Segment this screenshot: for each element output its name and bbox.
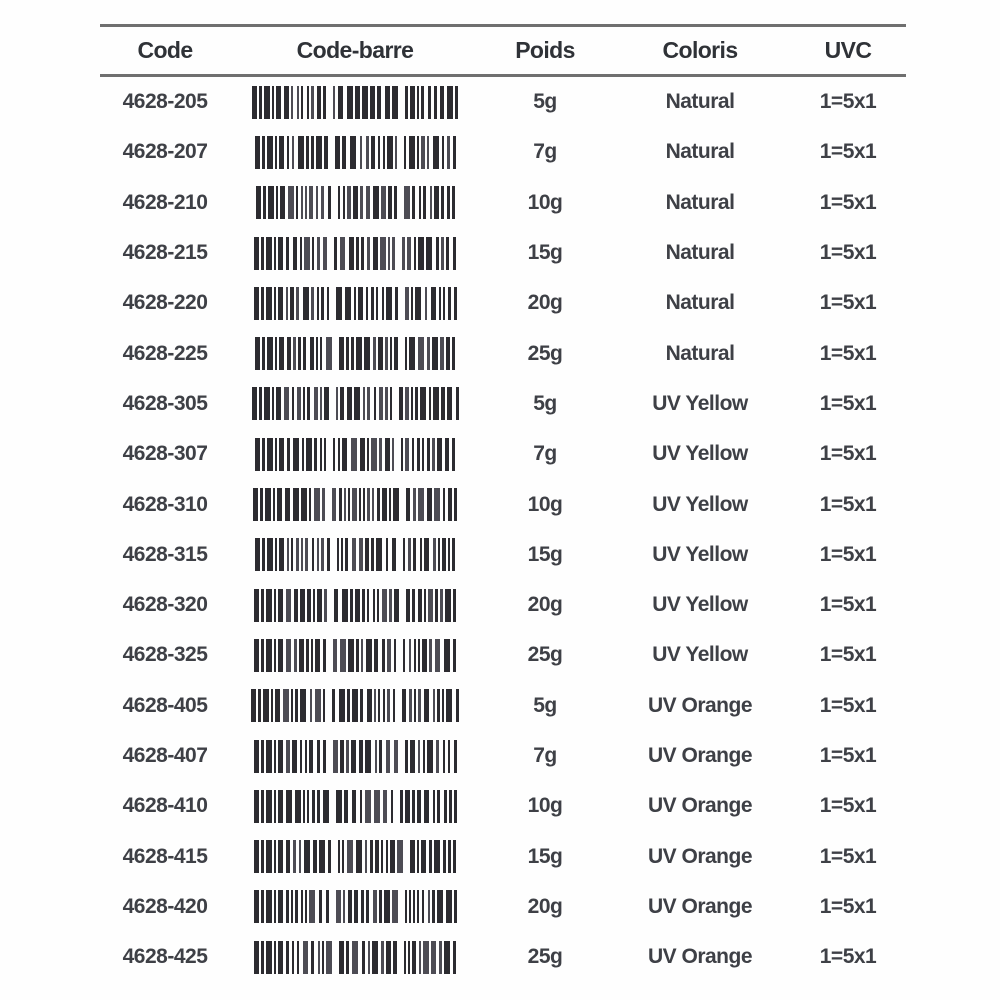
table-row [100, 479, 906, 529]
code-cell: 4628-407 [122, 744, 208, 767]
coloris-cell: UV Yellow [652, 391, 748, 415]
poids-cell: 20g [527, 593, 563, 617]
table-row [100, 882, 906, 932]
uvc-cell: 1=5x1 [819, 341, 877, 365]
table-row [100, 278, 906, 328]
coloris-cell: UV Yellow [652, 593, 748, 617]
uvc-cell: 1=5x1 [819, 391, 877, 415]
coloris-cell: UV Orange [647, 744, 753, 767]
code-cell: 4628-220 [122, 291, 208, 315]
barcode-cell [230, 740, 480, 773]
uvc-cell: 1=5x1 [819, 643, 877, 667]
uvc-cell: 1=5x1 [819, 542, 877, 566]
barcode-image [256, 186, 455, 219]
barcode-image [251, 689, 459, 722]
barcode-cell [230, 86, 480, 119]
uvc-cell: 1=5x1 [819, 894, 877, 918]
uvc-cell: 1=5x1 [819, 190, 877, 214]
header-uvc: UVC [824, 37, 872, 63]
table-row [100, 530, 906, 580]
barcode-cell [230, 639, 480, 672]
barcode-image [253, 488, 457, 521]
poids-cell: 7g [533, 442, 557, 466]
poids-cell: 10g [527, 794, 563, 818]
table-row [100, 328, 906, 378]
coloris-cell: Natural [665, 140, 735, 164]
barcode-image [255, 538, 455, 571]
code-cell: 4628-415 [122, 844, 208, 868]
table-row [100, 127, 906, 177]
poids-cell: 5g [533, 693, 557, 717]
code-cell: 4628-305 [122, 391, 208, 415]
barcode-cell [230, 790, 480, 823]
barcode-image [255, 136, 456, 169]
header-code-barre: Code-barre [296, 37, 414, 63]
table-row [100, 77, 906, 127]
poids-cell: 15g [527, 241, 563, 265]
uvc-cell: 1=5x1 [819, 291, 877, 315]
poids-cell: 5g [533, 391, 557, 415]
uvc-cell: 1=5x1 [819, 492, 877, 516]
table-header-row [100, 27, 906, 74]
table-row [100, 731, 906, 781]
code-cell: 4628-215 [122, 241, 208, 265]
product-table [100, 24, 906, 982]
barcode-image [252, 86, 458, 119]
table-row [100, 429, 906, 479]
header-poids: Poids [515, 37, 575, 63]
table-row [100, 228, 906, 278]
barcode-cell [230, 387, 480, 420]
poids-cell: 15g [527, 844, 563, 868]
poids-cell: 15g [527, 542, 563, 566]
barcode-cell [230, 488, 480, 521]
poids-cell: 25g [527, 643, 563, 667]
code-cell: 4628-307 [122, 442, 208, 466]
uvc-cell: 1=5x1 [819, 744, 877, 767]
header-coloris: Coloris [662, 37, 738, 63]
table-row [100, 681, 906, 731]
barcode-image [254, 639, 456, 672]
coloris-cell: UV Yellow [652, 492, 748, 516]
coloris-cell: UV Orange [647, 844, 753, 868]
poids-cell: 20g [527, 291, 563, 315]
coloris-cell: Natural [665, 190, 735, 214]
barcode-image [254, 740, 457, 773]
barcode-cell [230, 941, 480, 974]
coloris-cell: Natural [665, 341, 735, 365]
uvc-cell: 1=5x1 [819, 90, 877, 114]
coloris-cell: UV Orange [647, 894, 753, 918]
code-cell: 4628-205 [122, 90, 208, 114]
coloris-cell: Natural [665, 291, 735, 315]
poids-cell: 10g [527, 190, 563, 214]
barcode-cell [230, 438, 480, 471]
code-cell: 4628-325 [122, 643, 208, 667]
barcode-image [254, 890, 457, 923]
coloris-cell: UV Yellow [652, 643, 748, 667]
table-row [100, 781, 906, 831]
uvc-cell: 1=5x1 [819, 844, 877, 868]
table-row [100, 580, 906, 630]
barcode-cell [230, 237, 480, 270]
barcode-cell [230, 287, 480, 320]
barcode-image [254, 287, 457, 320]
barcode-image [255, 438, 455, 471]
coloris-cell: UV Yellow [652, 542, 748, 566]
poids-cell: 5g [533, 90, 557, 114]
poids-cell: 20g [527, 894, 563, 918]
table-body [100, 77, 906, 982]
coloris-cell: UV Orange [647, 693, 753, 717]
code-cell: 4628-320 [122, 593, 208, 617]
barcode-image [254, 941, 456, 974]
table-row [100, 831, 906, 881]
uvc-cell: 1=5x1 [819, 241, 877, 265]
uvc-cell: 1=5x1 [819, 593, 877, 617]
code-cell: 4628-405 [122, 693, 208, 717]
table-row [100, 932, 906, 982]
poids-cell: 7g [533, 140, 557, 164]
poids-cell: 10g [527, 492, 563, 516]
barcode-cell [230, 538, 480, 571]
uvc-cell: 1=5x1 [819, 140, 877, 164]
barcode-cell [230, 689, 480, 722]
poids-cell: 25g [527, 341, 563, 365]
coloris-cell: UV Orange [647, 945, 753, 969]
poids-cell: 25g [527, 945, 563, 969]
barcode-image [252, 387, 459, 420]
table-row [100, 630, 906, 680]
barcode-cell [230, 589, 480, 622]
barcode-cell [230, 890, 480, 923]
poids-cell: 7g [533, 744, 557, 767]
barcode-cell [230, 136, 480, 169]
code-cell: 4628-210 [122, 190, 208, 214]
code-cell: 4628-315 [122, 542, 208, 566]
barcode-image [254, 840, 456, 873]
barcode-cell [230, 186, 480, 219]
header-code: Code [137, 37, 193, 63]
coloris-cell: UV Yellow [652, 442, 748, 466]
barcode-image [255, 337, 455, 370]
coloris-cell: Natural [665, 90, 735, 114]
barcode-image [254, 589, 456, 622]
uvc-cell: 1=5x1 [819, 945, 877, 969]
barcode-image [254, 237, 456, 270]
code-cell: 4628-207 [122, 140, 208, 164]
coloris-cell: Natural [665, 241, 735, 265]
code-cell: 4628-310 [122, 492, 208, 516]
uvc-cell: 1=5x1 [819, 693, 877, 717]
code-cell: 4628-410 [122, 794, 208, 818]
uvc-cell: 1=5x1 [819, 442, 877, 466]
code-cell: 4628-420 [122, 894, 208, 918]
barcode-cell [230, 337, 480, 370]
barcode-image [254, 790, 457, 823]
uvc-cell: 1=5x1 [819, 794, 877, 818]
code-cell: 4628-225 [122, 341, 208, 365]
barcode-cell [230, 840, 480, 873]
table-row [100, 178, 906, 228]
table-row [100, 379, 906, 429]
coloris-cell: UV Orange [647, 794, 753, 818]
code-cell: 4628-425 [122, 945, 208, 969]
